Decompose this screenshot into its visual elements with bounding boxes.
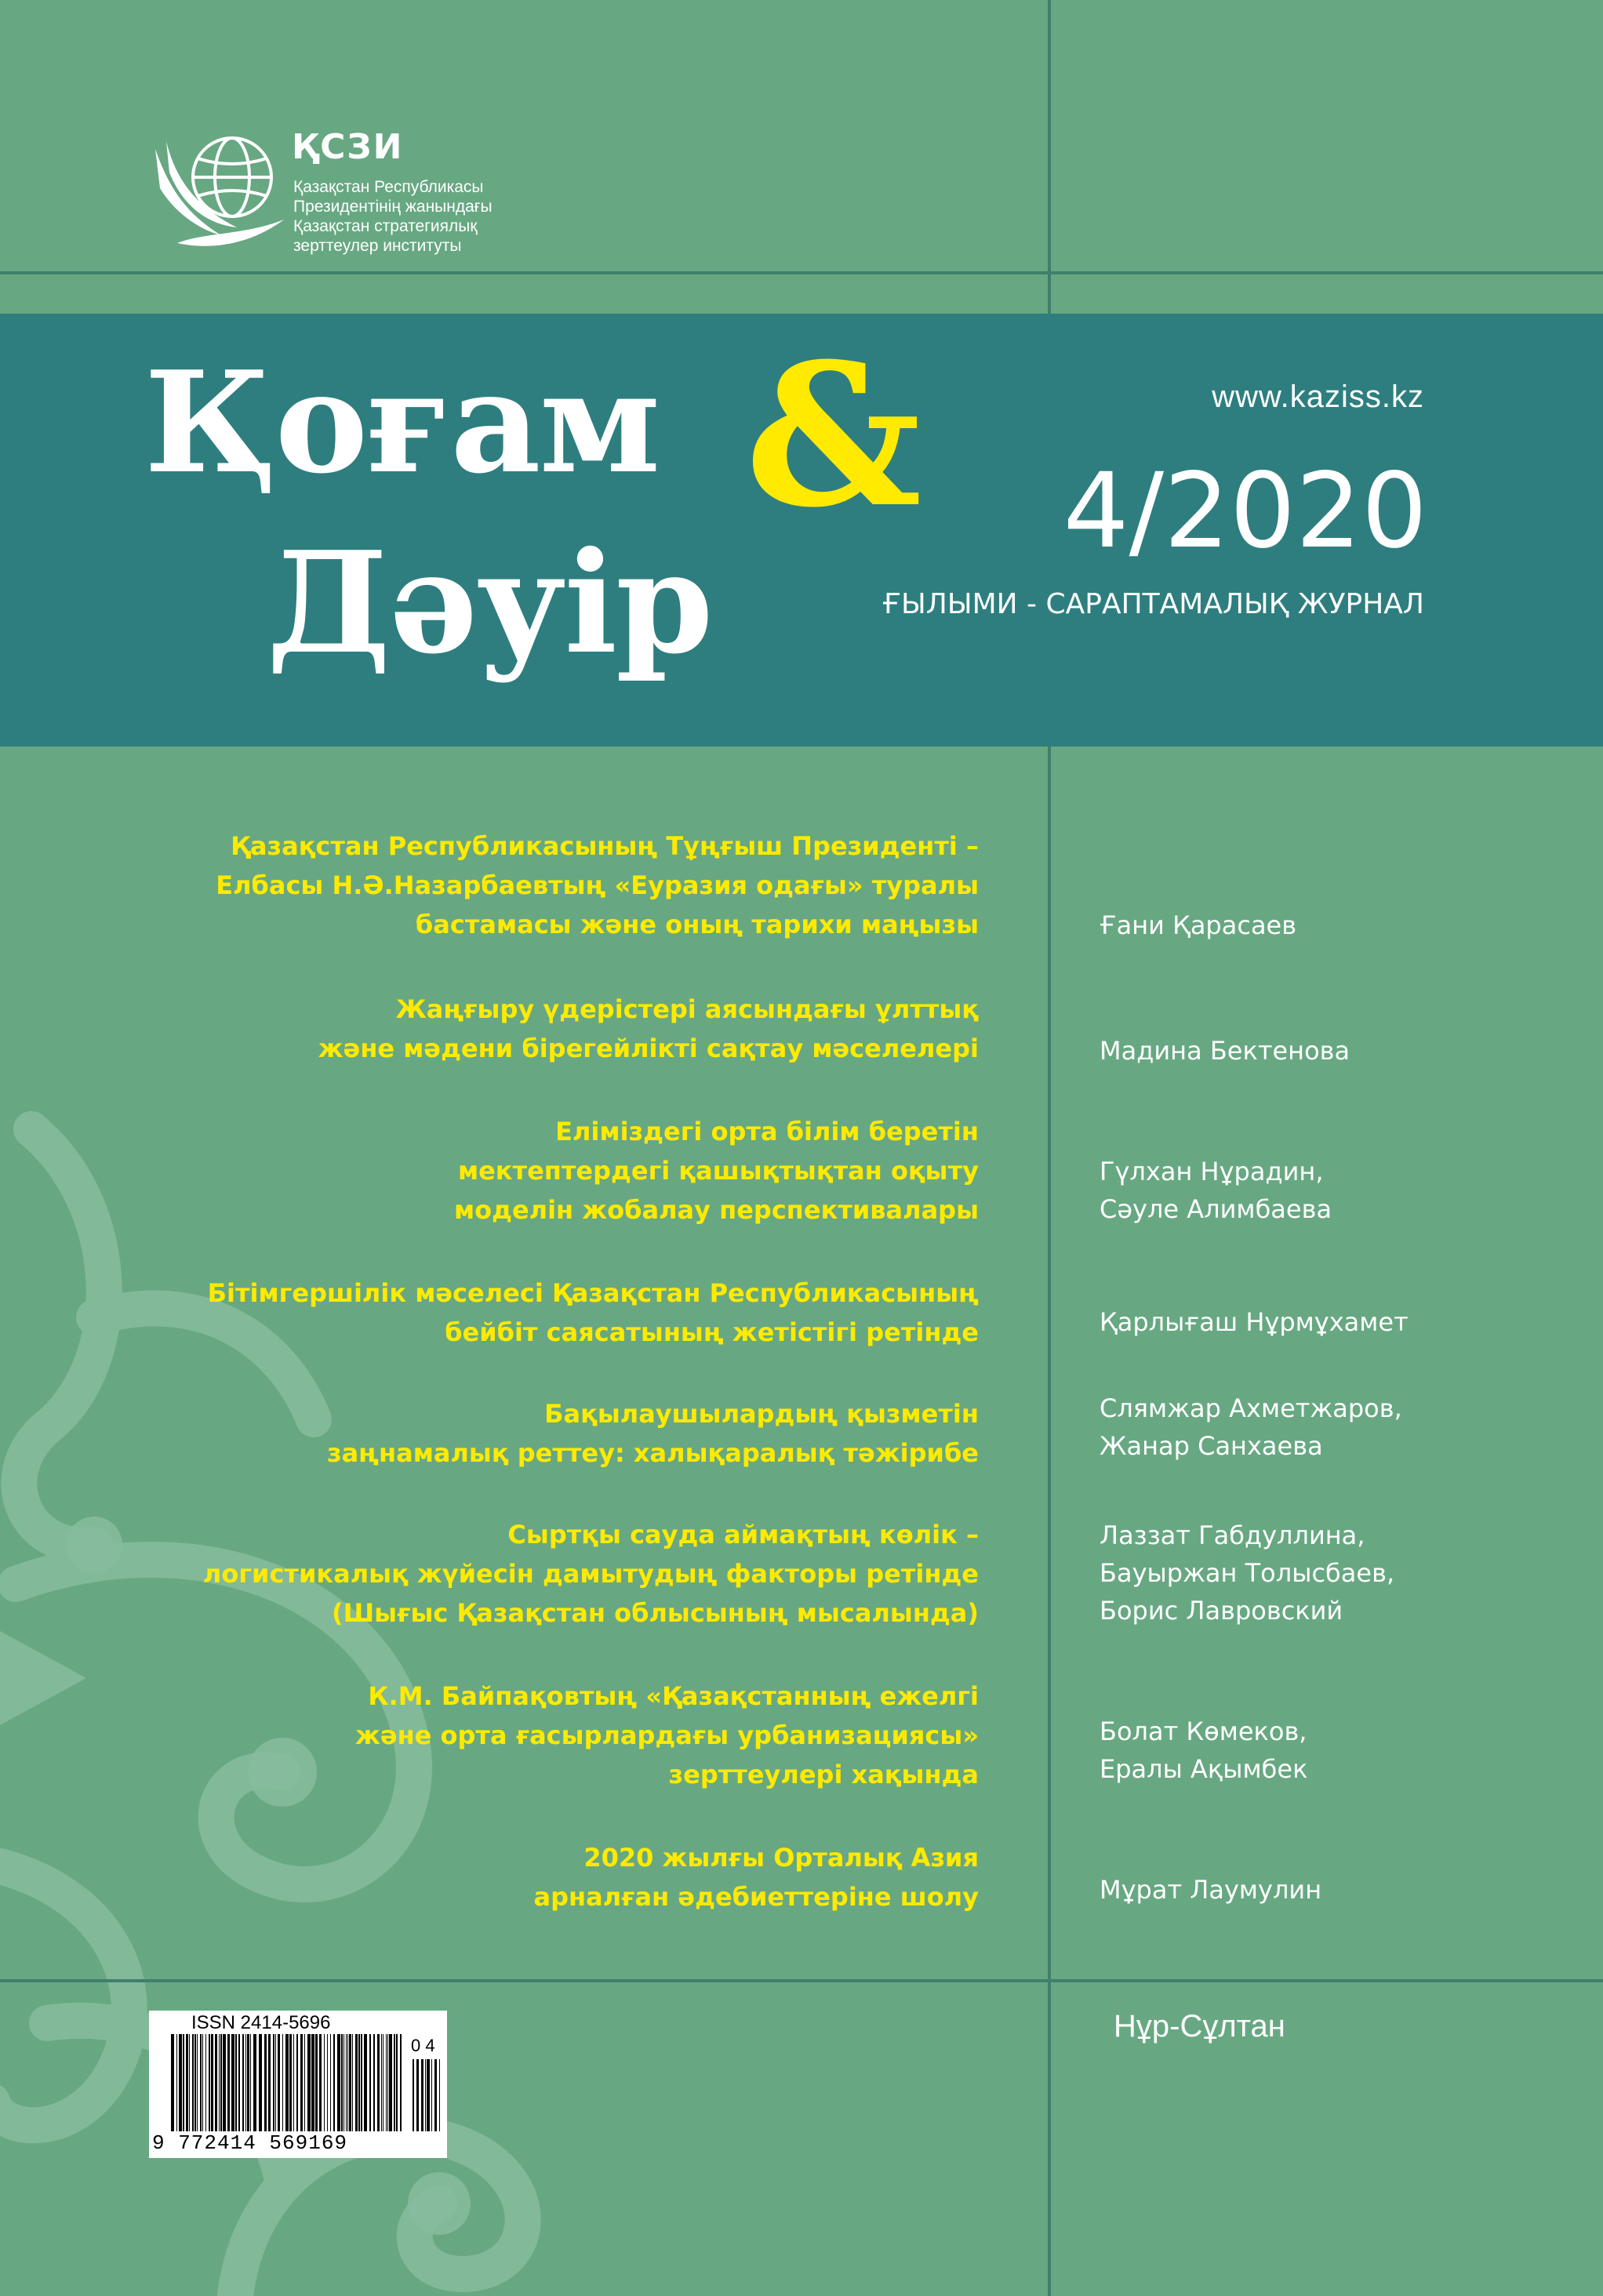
barcode-bar: [220, 2034, 222, 2131]
barcode-bar: [282, 2034, 283, 2131]
barcode-bar: [416, 2059, 419, 2131]
barcode-bar: [176, 2034, 177, 2131]
barcode-bar: [205, 2034, 206, 2131]
barcode-bar: [400, 2034, 402, 2131]
barcode-bar: [215, 2034, 217, 2131]
barcode-bar: [341, 2034, 343, 2131]
barcode-bar: [238, 2034, 240, 2131]
article-title-line: және орта ғасырлардағы урбанизациясы»: [355, 1720, 979, 1750]
barcode-bar: [278, 2034, 280, 2131]
city-name: Нұр-Сұлтан: [1114, 2009, 1285, 2044]
barcode-bar: [285, 2034, 289, 2131]
barcode-bar: [253, 2034, 256, 2131]
publisher-abbreviation: ҚСЗИ: [292, 127, 404, 167]
barcode-bar: [319, 2034, 322, 2131]
barcode-bar: [192, 2034, 194, 2131]
journal-subtitle: ҒЫЛЫМИ - САРАПТАМАЛЫҚ ЖУРНАЛ: [881, 588, 1424, 620]
barcode-bar: [202, 2034, 203, 2131]
article-title-line: зерттеулері хақында: [668, 1760, 979, 1789]
barcode-bar: [361, 2034, 362, 2131]
barcode-bar: [311, 2034, 314, 2131]
article-authors: [1100, 1153, 1332, 1228]
author-name: Қарлығаш Нұрмұхамет: [1100, 1307, 1409, 1337]
barcode-bar: [377, 2034, 380, 2131]
barcode-bar: [197, 2034, 198, 2131]
barcode-bar: [349, 2034, 351, 2131]
barcode-bar: [394, 2034, 395, 2131]
publisher-name-line: Президентінің жанындағы: [293, 198, 493, 216]
barcode-bar: [275, 2034, 276, 2131]
article-title-line: бастамасы және оның тарихи маңызы: [415, 910, 979, 939]
barcode-bar: [347, 2034, 348, 2131]
article-title-line: арналған әдебиеттеріне шолу: [533, 1882, 979, 1912]
barcode-bar: [209, 2034, 210, 2131]
horizontal-divider-bottom: [0, 1979, 1603, 1982]
barcode-bar: [427, 2059, 430, 2131]
barcode-bar: [245, 2034, 246, 2131]
journal-title-line1: Қоғам: [144, 340, 660, 504]
barcode-bar: [327, 2034, 328, 2131]
issn-label: ISSN 2414-5696: [191, 2012, 331, 2033]
barcode-bar: [300, 2034, 303, 2131]
article-title-line: Елбасы Н.Ә.Назарбаевтың «Еуразия одағы» туралы: [216, 870, 979, 900]
barcode-bar: [273, 2034, 274, 2131]
article-authors: [1100, 1713, 1307, 1788]
barcode-bar: [337, 2034, 340, 2131]
barcode-bar: [171, 2034, 174, 2131]
barcode-bar: [250, 2034, 251, 2131]
author-name: Сәуле Алимбаева: [1100, 1194, 1332, 1224]
vertical-divider-main: [1048, 747, 1051, 2296]
author-name: Мадина Бектенова: [1100, 1036, 1350, 1066]
barcode-addon-bars-icon: [411, 2059, 444, 2131]
barcode-bar: [296, 2034, 298, 2131]
institute-logo-icon: [151, 125, 285, 251]
barcode-bar: [227, 2034, 230, 2131]
barcode-bar: [346, 2034, 347, 2131]
author-name: Болат Көмеков,: [1100, 1717, 1307, 1746]
article-title: [203, 1515, 979, 1633]
journal-title-line2: Дәуір: [267, 521, 712, 685]
article-title-line: Бітімгершілік мәселесі Қазақстан Республикасының: [207, 1278, 979, 1308]
article-title-line: Еліміздегі орта білім беретін: [555, 1117, 979, 1146]
article-authors: [1100, 1032, 1350, 1070]
barcode-bar: [231, 2034, 234, 2131]
article-title: [454, 1112, 979, 1230]
article-authors: [1100, 1390, 1402, 1465]
barcode-bar: [324, 2034, 325, 2131]
barcode-bar: [259, 2034, 262, 2131]
barcode-bar: [293, 2034, 294, 2131]
barcode-bar: [333, 2034, 335, 2131]
journal-title-ampersand: &: [745, 320, 922, 550]
barcode-bar: [200, 2034, 202, 2131]
author-name: Мұрат Лаумулин: [1100, 1875, 1322, 1905]
article-title-line: мектептердегі қашықтықтан оқыту: [457, 1156, 979, 1186]
author-name: Ералы Ақымбек: [1100, 1754, 1308, 1784]
barcode-bar: [439, 2059, 440, 2131]
barcode-bar: [307, 2034, 311, 2131]
barcode-digits: 9 772414 569169: [152, 2131, 348, 2155]
barcode-addon-digits: 0 4: [411, 2036, 435, 2055]
article-title-line: К.М. Байпақовтың «Қазақстанның ежелгі: [368, 1681, 979, 1711]
author-name: Слямжар Ахметжаров,: [1100, 1393, 1402, 1423]
article-title-line: Жаңғыру үдерістері аясындағы ұлттық: [395, 994, 979, 1024]
author-name: Ғани Қарасаев: [1100, 910, 1297, 940]
barcode-bar: [268, 2034, 271, 2131]
barcode-bar: [413, 2059, 414, 2131]
author-name: Борис Лавровский: [1100, 1596, 1343, 1626]
article-title-line: 2020 жылғы Орталық Азия: [583, 1843, 979, 1873]
barcode-bar: [434, 2059, 437, 2131]
article-title: [216, 826, 979, 944]
barcode-bar: [355, 2034, 358, 2131]
horizontal-divider-top: [0, 271, 1603, 274]
article-title-line: логистикалық жүйесін дамытудың факторы ретінде: [202, 1559, 979, 1589]
barcode-bar: [264, 2034, 267, 2131]
article-title-line: және мәдени бірегейлікті сақтау мәселелері: [318, 1034, 979, 1063]
barcode-bar: [330, 2034, 331, 2131]
barcode-bar: [179, 2034, 182, 2131]
barcode-bar: [369, 2034, 371, 2131]
publisher-name: [293, 177, 493, 256]
article-title-line: Бақылаушылардың қызметін: [544, 1399, 979, 1429]
article-title-line: моделін жобалау перспективалары: [453, 1195, 979, 1225]
vertical-divider-top: [1048, 0, 1051, 314]
barcode-bar: [389, 2034, 392, 2131]
article-title-line: Сыртқы сауда аймақтың көлік –: [507, 1520, 979, 1549]
author-name: Жанар Санхаева: [1100, 1431, 1323, 1461]
author-name: Бауыржан Толысбаев,: [1100, 1558, 1395, 1588]
publisher-name-line: Қазақстан Республикасы: [293, 178, 484, 196]
barcode-bar: [431, 2059, 432, 2131]
article-title-line: Қазақстан Республикасының Тұңғыш Президенті –: [231, 831, 979, 861]
barcode-bar: [352, 2034, 353, 2131]
barcode-bar: [211, 2034, 213, 2131]
barcode-bar: [235, 2034, 237, 2131]
article-title: [208, 1273, 979, 1352]
article-title: [534, 1838, 979, 1916]
barcode-bar: [304, 2034, 305, 2131]
barcode-bar: [223, 2034, 226, 2131]
article-title-line: бейбіт саясатының жетістігі ретінде: [445, 1317, 979, 1347]
barcode-bars-icon: [169, 2034, 405, 2131]
barcode-bar: [396, 2034, 398, 2131]
barcode-bar: [247, 2034, 249, 2131]
author-name: Гүлхан Нұрадин,: [1100, 1157, 1324, 1186]
article-title: [327, 1394, 979, 1473]
publisher-name-line: зерттеулер институты: [293, 237, 462, 255]
barcode-bar: [425, 2059, 426, 2131]
publisher-name-line: Қазақстан стратегиялық: [293, 217, 478, 235]
article-title: [355, 1677, 979, 1794]
author-name: Лаззат Габдуллина,: [1100, 1520, 1365, 1550]
barcode-bar: [194, 2034, 196, 2131]
barcode-bar: [373, 2034, 375, 2131]
barcode-bar: [186, 2034, 188, 2131]
barcode-bar: [358, 2034, 360, 2131]
barcode-bar: [364, 2034, 367, 2131]
article-authors: [1100, 1871, 1321, 1909]
barcode-bar: [315, 2034, 318, 2131]
barcode-bar: [289, 2034, 292, 2131]
barcode-bar: [421, 2059, 423, 2131]
barcode-bar: [381, 2034, 382, 2131]
issue-number: 4/2020: [1063, 451, 1427, 572]
barcode-bar: [242, 2034, 244, 2131]
barcode-bar: [387, 2034, 388, 2131]
barcode-bar: [386, 2034, 387, 2131]
article-title-line: заңнамалық реттеу: халықаралық тәжірибе: [326, 1438, 979, 1468]
barcode-bar: [183, 2034, 184, 2131]
article-authors: [1100, 906, 1296, 944]
barcode-bar: [219, 2034, 220, 2131]
article-title-line: (Шығыс Қазақстан облысының мысалында): [331, 1598, 979, 1628]
barcode-bar: [189, 2034, 190, 2131]
website-link[interactable]: www.kaziss.kz: [1212, 380, 1424, 414]
article-title: [318, 990, 979, 1068]
article-authors: [1100, 1517, 1394, 1629]
article-authors: [1100, 1303, 1409, 1341]
